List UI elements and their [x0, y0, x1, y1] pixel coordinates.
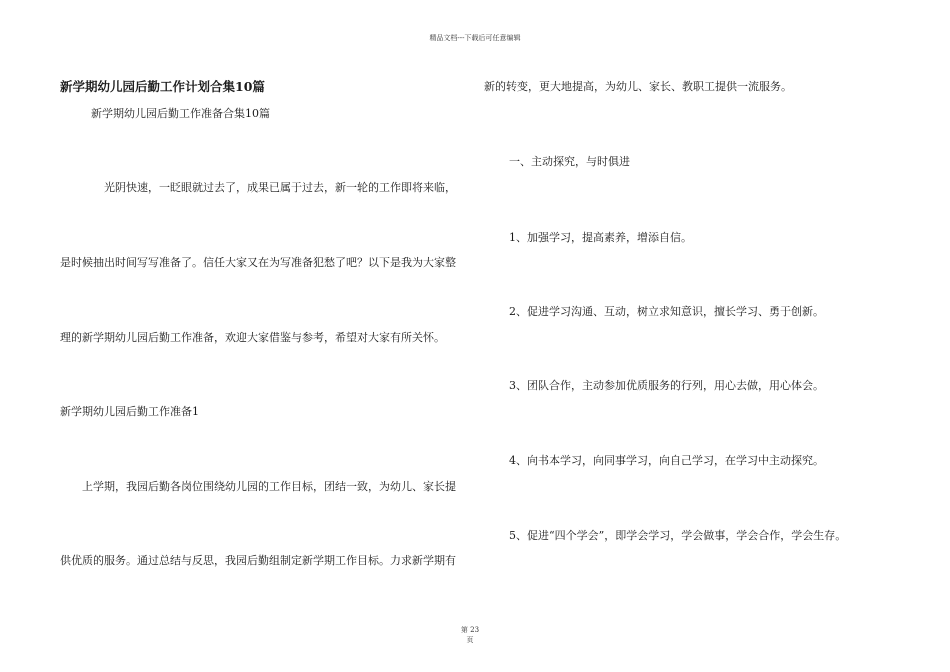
list-item: 1、加强学习，提高素养，增添自信。 — [509, 231, 692, 244]
section-heading: 新学期幼儿园后勤工作准备1 — [60, 405, 199, 418]
list-item: 2、促进学习沟通、互动，树立求知意识，擅长学习、勇于创新。 — [509, 305, 824, 318]
document-title: 新学期幼儿园后勤工作计划合集10篇 — [60, 79, 265, 94]
page-prefix: 第 — [460, 626, 468, 634]
paragraph-line: 是时候抽出时间写写准备了。信任大家又在为写准备犯愁了吧？以下是我为大家整 — [60, 256, 456, 269]
document-subtitle: 新学期幼儿园后勤工作准备合集10篇 — [91, 107, 270, 120]
page-header: 精品文档---下载后可任意编辑 — [429, 34, 521, 42]
section-heading: 一、主动探究，与时俱进 — [509, 155, 630, 168]
list-item: 3、团队合作，主动参加优质服务的行列，用心去做，用心体会。 — [509, 379, 824, 392]
page-footer — [440, 625, 500, 645]
list-item: 5、促进“四个学会”，即学会学习，学会做事，学会合作，学会生存。 — [509, 529, 847, 542]
page-suffix: 页 — [466, 636, 474, 644]
page-number: 23 — [470, 626, 480, 634]
paragraph-line: 光阴快速，一眨眼就过去了，成果已属于过去，新一轮的工作即将来临， — [104, 181, 456, 194]
list-item: 4、向书本学习，向同事学习，向自己学习，在学习中主动探究。 — [509, 454, 824, 467]
paragraph-line: 新的转变，更大地提高，为幼儿、家长、教职工提供一流服务。 — [484, 80, 792, 93]
paragraph-line: 供优质的服务。通过总结与反思，我园后勤组制定新学期工作目标。力求新学期有 — [60, 554, 456, 567]
paragraph-line: 上学期，我园后勤各岗位围绕幼儿园的工作目标，团结一致，为幼儿、家长提 — [82, 480, 456, 493]
paragraph-line: 理的新学期幼儿园后勤工作准备，欢迎大家借鉴与参考，希望对大家有所关怀。 — [60, 331, 445, 344]
